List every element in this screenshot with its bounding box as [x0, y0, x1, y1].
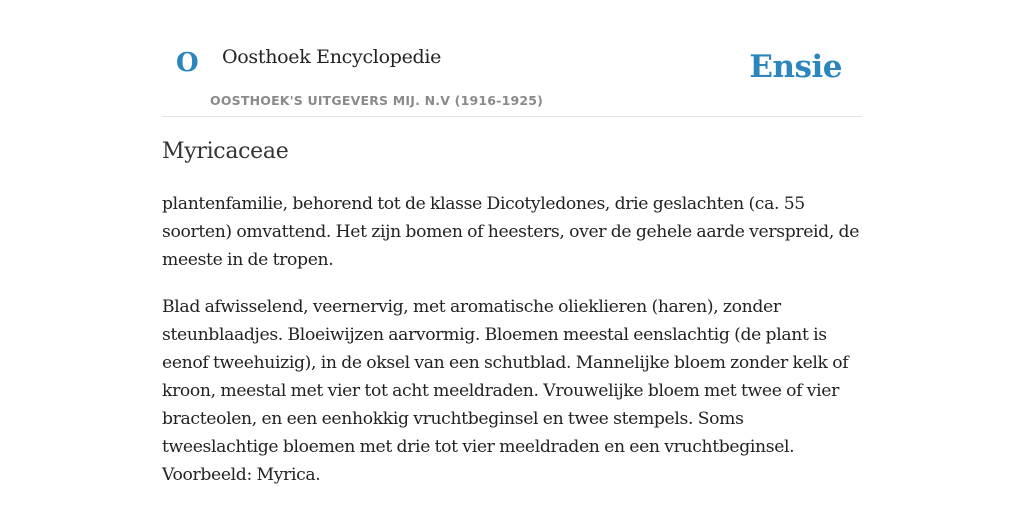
source-title-link[interactable]: Oosthoek Encyclopedie [222, 46, 442, 68]
entry-headword: Myricaceae [162, 139, 289, 164]
article [162, 137, 864, 508]
entry-paragraph: Blad afwisselend, veernervig, met aromatische olieklieren (haren), zonder steunblaadjes. Bloeiwijzen aarvormig. Bloemen meestal eenslachtig (de plant is eenof tweehuizig), in de oksel van een schutblad. Mannelijke bloem zonder kelk of kroon, meestal met vier tot acht meeldraden. Vrouwelijke bloem met twee of vier bracteolen, en een eenhokkig vruchtbeginsel en twee stempels. Soms tweeslachtige bloemen met drie tot vier meeldraden en een vruchtbeginsel. Voorbeeld: Myrica. [162, 296, 849, 485]
ensie-logo-link[interactable]: Ensie [749, 49, 842, 85]
source-logo-icon[interactable]: O [176, 48, 199, 78]
publisher-label: OOSTHOEK'S UITGEVERS MIJ. N.V (1916-1925) [210, 93, 544, 108]
source-header [162, 0, 862, 117]
entry-paragraph: plantenfamilie, behorend tot de klasse Dicotyledones, drie geslachten (ca. 55 soorten) omvattend. Het zijn bomen of heesters, over de gehele aarde verspreid, de meeste in de tropen. [162, 193, 860, 270]
